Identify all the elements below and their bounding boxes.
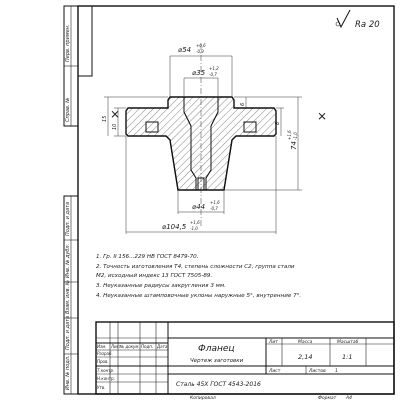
sheet-label: Лист xyxy=(269,369,281,374)
dim-d-flange-tol-up: +1,6 xyxy=(190,220,200,225)
strip-label-sign-date-1: Подп. и дата xyxy=(65,201,71,236)
role-checker: Пров. xyxy=(97,359,109,364)
dim-d-flange: ⌀104,5 xyxy=(162,223,187,231)
part-name: Фланец xyxy=(198,344,235,354)
roughness-mark xyxy=(336,10,380,30)
strip-label-dup-inv: Инв. № дубл. xyxy=(65,243,71,278)
strip-label-sign-date-2: Подп. и дата xyxy=(65,315,71,350)
dim-h-total-tol-dn: -1,0 xyxy=(293,132,298,140)
section-mark-left: ⨯ xyxy=(110,107,121,121)
dim-d-top-tol-up: +0,6 xyxy=(196,43,206,48)
dim-h-left2: 15 xyxy=(102,115,108,122)
dim-d-mid-tol-dn: -0,7 xyxy=(209,72,217,77)
th-date: Дата xyxy=(157,344,168,349)
mass-value: 2,14 xyxy=(298,353,313,361)
strip-label-repl-inv: Взам. инв. № xyxy=(65,280,71,314)
th-doc: № докум. xyxy=(120,344,140,349)
role-developer: Разраб. xyxy=(97,351,113,356)
strip-label-ref: Справ. № xyxy=(65,97,71,122)
note-4: 4. Неуказанные штамповочные уклоны наружные 5°, внутренние 7°. xyxy=(96,293,302,299)
dim-d-flange-tol-dn: -1,0 xyxy=(190,226,198,231)
side-strip xyxy=(64,6,78,394)
note-1: 1. Гр. II 156...229 НВ ГОСТ 8479-70. xyxy=(96,254,199,260)
dim-d-bottom-tol-dn: -0,7 xyxy=(210,206,218,211)
scale-value: 1:1 xyxy=(342,353,353,361)
dim-h-total-tol-up: +1,6 xyxy=(287,130,292,140)
doc-name: Чертеж заготовки xyxy=(190,358,244,364)
th-list: Лист xyxy=(111,344,122,349)
section-mark-right: ⨯ xyxy=(317,109,328,123)
role-tcontrol: Т.контр. xyxy=(97,368,115,373)
dim-h-flange: 8 xyxy=(275,121,281,125)
format-label: Формат xyxy=(318,396,337,400)
part-section xyxy=(126,97,276,190)
role-approved: Утв. xyxy=(97,385,106,390)
technical-notes xyxy=(96,254,301,299)
dim-d-bottom: ⌀44 xyxy=(192,203,206,211)
dim-h-right: 6 xyxy=(240,102,246,106)
col-mass: Масса xyxy=(298,340,313,345)
th-sign: Подп. xyxy=(141,344,154,349)
dim-d-top: ⌀54 xyxy=(178,46,192,54)
sheets-value: 1 xyxy=(335,369,338,374)
title-block xyxy=(96,322,394,394)
note-2b: М2, исходный индекс 13 ГОСТ 7505-89. xyxy=(96,273,213,279)
dim-d-mid-tol-up: +1,2 xyxy=(209,66,219,71)
strip-label-first-use: Перв. примен. xyxy=(65,24,71,62)
dim-h-total: 74 xyxy=(290,141,298,150)
material: Сталь 45Х ГОСТ 4543-2016 xyxy=(176,381,261,388)
doc-number-box xyxy=(78,6,92,76)
dim-h-left1: 10 xyxy=(112,123,118,130)
roughness-text: Ra 20 xyxy=(355,20,380,30)
dim-d-bottom-tol-up: +1,6 xyxy=(210,200,220,205)
note-2: 2. Точность изготовления Т4, степень сложности С2, группа стали xyxy=(96,264,295,270)
col-lit: Лит xyxy=(269,340,278,345)
copied-label: Копировал xyxy=(190,396,216,400)
sheets-label: Листов xyxy=(309,369,326,374)
dim-d-top-tol-dn: -0,9 xyxy=(196,49,204,54)
format-value: A4 xyxy=(346,396,352,400)
strip-label-orig-inv: Инв. № подл. xyxy=(65,355,71,390)
note-3: 3. Неуказанные радиусы закругления 3 мм. xyxy=(96,283,226,289)
role-ncontrol: Н.контр. xyxy=(97,376,115,381)
dim-d-mid: ⌀35 xyxy=(192,69,206,77)
drawing-frame xyxy=(78,6,394,394)
col-scale: Масштаб xyxy=(337,340,359,345)
th-izm: Изм. xyxy=(97,344,107,349)
